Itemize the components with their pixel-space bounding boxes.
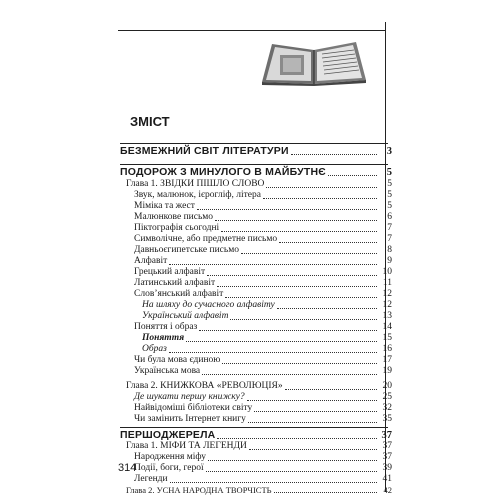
dot-leader	[274, 492, 377, 493]
dot-leader	[169, 352, 377, 353]
toc-page-number: 5	[387, 190, 392, 200]
toc-entry-label: Глава 1. МІФИ ТА ЛЕГЕНДИ	[126, 441, 247, 451]
toc-entry-label: Народження міфу	[134, 452, 207, 462]
toc-page-number: 7	[387, 223, 392, 233]
dot-leader	[222, 363, 377, 364]
toc-page-number: 10	[382, 267, 392, 277]
dot-leader	[225, 297, 377, 298]
section-divider	[120, 427, 388, 428]
toc-entry[interactable]	[134, 355, 392, 366]
toc-page-number: 37	[382, 452, 392, 462]
toc-section-title: ПОДОРОЖ З МИНУЛОГО В МАЙБУТНЄ	[120, 166, 326, 178]
toc-entry-label: Піктографія сьогодні	[134, 223, 220, 233]
toc-page-number: 8	[387, 245, 392, 255]
toc-entry-label: На шляху до сучасного алфавіту	[142, 300, 275, 310]
toc-entry-label: Українська мова	[134, 366, 201, 376]
toc-entry[interactable]	[126, 441, 392, 452]
toc-entry[interactable]	[134, 212, 392, 223]
section-divider	[120, 164, 388, 165]
toc-section[interactable]	[120, 167, 392, 178]
toc-entry-label: Глава 2. КНИЖКОВА «РЕВОЛЮЦІЯ»	[126, 381, 283, 391]
toc-entry-label: Глава 2. УСНА НАРОДНА ТВОРЧІСТЬ	[126, 485, 272, 495]
toc-page-number: 15	[382, 333, 392, 343]
toc-page-number: 5	[387, 179, 392, 189]
toc-entry-label: Символічне, або предметне письмо	[134, 234, 278, 244]
toc-page-number: 42	[383, 485, 392, 495]
dot-leader	[277, 308, 377, 309]
toc-page-number: 5	[386, 167, 392, 178]
toc-entry-label: Давньоєгипетське письмо	[134, 245, 239, 255]
toc-page-number: 16	[382, 344, 392, 354]
top-rule	[118, 30, 386, 31]
toc-page-number: 32	[382, 403, 392, 413]
toc-entry-label: Український алфавіт	[142, 311, 229, 321]
toc-entry[interactable]	[142, 344, 392, 355]
toc-entry-label: Легенди	[134, 474, 168, 484]
dot-leader	[208, 460, 377, 461]
dot-leader	[221, 231, 377, 232]
dot-leader	[169, 264, 377, 265]
toc-page-number: 11	[382, 278, 392, 288]
dot-leader	[279, 242, 377, 243]
toc-entry[interactable]	[142, 333, 392, 344]
toc-page-number: 3	[386, 146, 392, 157]
toc-entry[interactable]	[126, 381, 392, 392]
page-number: 314	[118, 462, 137, 474]
toc-page-number: 17	[382, 355, 392, 365]
toc-page-number: 35	[382, 414, 392, 424]
toc-page-number: 12	[382, 289, 392, 299]
toc-entry-label: Глава 1. ЗВІДКИ ПІШЛО СЛОВО	[126, 179, 265, 189]
toc-entry[interactable]	[134, 452, 392, 463]
dot-leader	[197, 209, 377, 210]
dot-leader	[207, 275, 377, 276]
toc-entry[interactable]	[134, 256, 392, 267]
toc-entry[interactable]	[134, 267, 392, 278]
toc-entry[interactable]	[134, 392, 392, 403]
toc-page-number: 41	[382, 474, 392, 484]
toc-page-number: 14	[382, 322, 392, 332]
toc-page-number: 5	[387, 201, 392, 211]
toc-section[interactable]	[120, 430, 392, 441]
toc-entry-label: Латинський алфавіт	[134, 278, 216, 288]
dot-leader	[266, 187, 377, 188]
toc-entry[interactable]	[134, 190, 392, 201]
toc-entry[interactable]	[134, 234, 392, 245]
toc-entry-label: Алфавіт	[134, 256, 168, 266]
toc-entry-label: Чи замінить Інтернет книгу	[134, 414, 246, 424]
dot-leader	[206, 471, 377, 472]
toc-entry-label: Міміка та жест	[134, 201, 195, 211]
toc-entry[interactable]	[134, 474, 392, 485]
dot-leader	[215, 220, 377, 221]
toc-entry-label: Де шукати першу книжку?	[134, 392, 245, 402]
dot-leader	[241, 253, 377, 254]
toc-entry[interactable]	[126, 485, 392, 495]
toc-entry[interactable]	[134, 403, 392, 414]
toc-page-number: 6	[387, 212, 392, 222]
dot-leader	[199, 330, 377, 331]
dot-leader	[248, 422, 377, 423]
toc-entry[interactable]	[142, 311, 392, 322]
toc-section-title: БЕЗМЕЖНИЙ СВІТ ЛІТЕРАТУРИ	[120, 145, 289, 157]
toc-entry[interactable]	[134, 322, 392, 333]
toc-page-number: 7	[387, 234, 392, 244]
toc-page-number: 20	[382, 381, 392, 391]
dot-leader	[249, 449, 377, 450]
toc-entry-label: Звук, малюнок, ієрогліф, літера	[134, 190, 261, 200]
toc-page-number: 37	[382, 441, 392, 451]
dot-leader	[202, 374, 377, 375]
toc-entry-label: Чи була мова єдиною	[134, 355, 221, 365]
dot-leader	[230, 319, 377, 320]
toc-page-number: 39	[382, 463, 392, 473]
toc-entry-label: Малюнкове письмо	[134, 212, 214, 222]
toc-section-title: ПЕРШОДЖЕРЕЛА	[120, 429, 216, 441]
toc-entry[interactable]	[134, 414, 392, 425]
dot-leader	[328, 175, 377, 176]
toc-entry[interactable]	[134, 463, 392, 474]
dot-leader	[186, 341, 377, 342]
dot-leader	[247, 400, 377, 401]
open-book-icon	[258, 38, 370, 86]
toc-entry[interactable]	[134, 223, 392, 234]
toc-entry[interactable]	[134, 289, 392, 300]
toc-page-number: 37	[381, 430, 392, 441]
toc-page-number: 19	[382, 366, 392, 376]
dot-leader	[263, 198, 377, 199]
dot-leader	[285, 389, 377, 390]
section-divider	[120, 143, 388, 144]
toc-entry-label: Події, боги, герої	[134, 463, 204, 473]
toc-page-number: 12	[382, 300, 392, 310]
toc-page-number: 13	[382, 311, 392, 321]
toc-entry-label: Поняття	[142, 333, 185, 343]
dot-leader	[254, 411, 377, 412]
toc-entry[interactable]	[142, 300, 392, 311]
dot-leader	[170, 482, 377, 483]
toc-entry[interactable]	[134, 245, 392, 256]
toc-entry[interactable]	[134, 366, 392, 377]
dot-leader	[291, 154, 377, 155]
dot-leader	[217, 286, 377, 287]
dot-leader	[217, 438, 377, 439]
toc-entry-label: Образ	[142, 344, 167, 354]
toc-entry-label: Грецький алфавіт	[134, 267, 206, 277]
toc-section[interactable]	[120, 146, 392, 157]
toc-page-number: 25	[382, 392, 392, 402]
toc-entry-label: Найвідоміші бібліотеки світу	[134, 403, 253, 413]
toc-entry-label: Поняття і образ	[134, 322, 198, 332]
toc-entry[interactable]	[126, 179, 392, 190]
toc-entry-label: Слов’янський алфавіт	[134, 289, 224, 299]
toc-entry[interactable]	[134, 278, 392, 289]
toc-entry[interactable]	[134, 201, 392, 212]
contents-title: ЗМІСТ	[130, 114, 170, 129]
toc-page-number: 9	[387, 256, 392, 266]
